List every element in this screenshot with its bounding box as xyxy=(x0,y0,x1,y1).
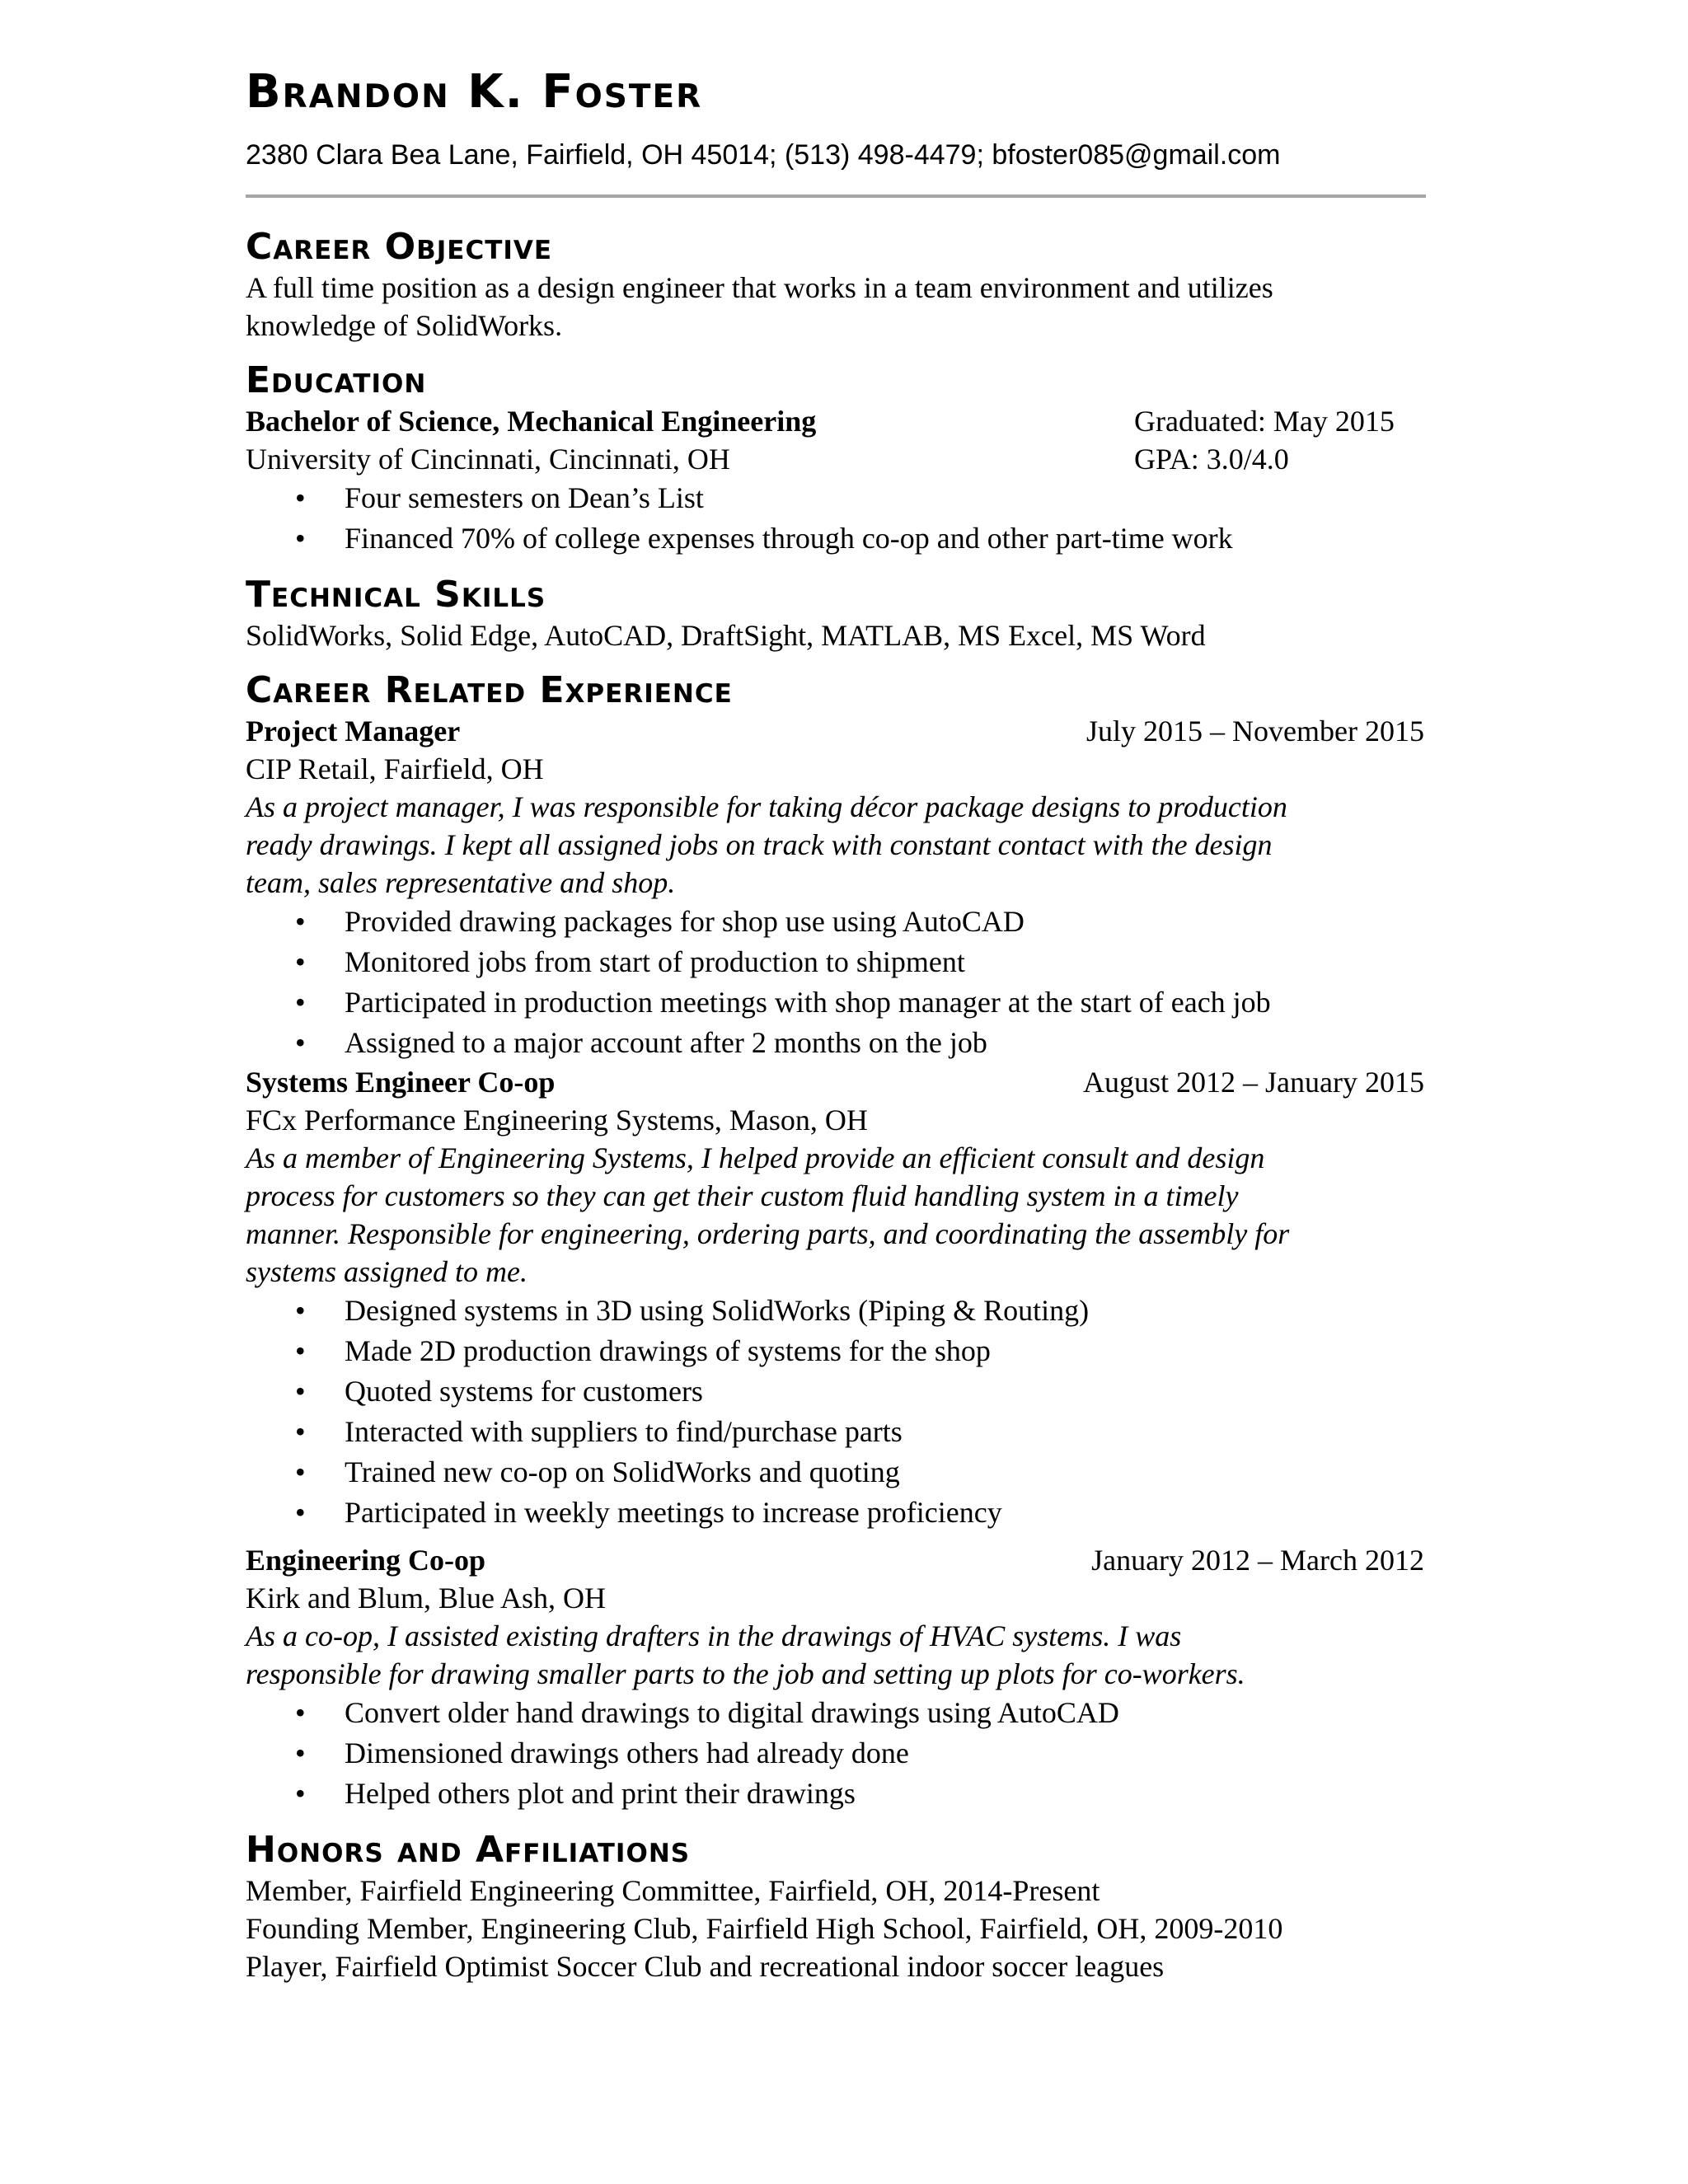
honor-line: Player, Fairfield Optimist Soccer Club and recreational indoor soccer leagues xyxy=(246,1950,1165,1983)
job-description-line: systems assigned to me. xyxy=(246,1255,528,1288)
degree: Bachelor of Science, Mechanical Engineering xyxy=(246,405,817,438)
list-item: • Financed 70% of college expenses through co-op and other part-time work xyxy=(246,518,1424,559)
list-item: • Designed systems in 3D using SolidWorks (Piping & Routing) xyxy=(246,1291,1424,1331)
honor-line: Founding Member, Engineering Club, Fairfield High School, Fairfield, OH, 2009-2010 xyxy=(246,1912,1283,1945)
header-divider xyxy=(246,194,1426,198)
list-item: • Monitored jobs from start of production to shipment xyxy=(246,942,1424,982)
list-item: • Four semesters on Dean’s List xyxy=(246,478,1424,518)
job-description-line: ready drawings. I kept all assigned jobs on track with constant contact with the design xyxy=(246,828,1273,861)
skills-text: SolidWorks, Solid Edge, AutoCAD, DraftSight, MATLAB, MS Excel, MS Word xyxy=(246,619,1206,652)
list-item: • Provided drawing packages for shop use using AutoCAD xyxy=(246,902,1424,942)
job-header xyxy=(246,1063,1424,1101)
job-description-line: team, sales representative and shop. xyxy=(246,866,676,899)
section-title-experience: Career Related Experience xyxy=(246,669,733,711)
list-item: • Trained new co-op on SolidWorks and quoting xyxy=(246,1452,1424,1493)
list-item: • Helped others plot and print their drawings xyxy=(246,1774,1424,1814)
list-item: • Participated in production meetings with shop manager at the start of each job xyxy=(246,982,1424,1023)
objective-line: knowledge of SolidWorks. xyxy=(246,309,563,342)
list-item: • Assigned to a major account after 2 months on the job xyxy=(246,1023,1424,1063)
education-bullets xyxy=(246,478,1424,559)
section-title-skills: Technical Skills xyxy=(246,574,546,616)
job-role: Engineering Co-op xyxy=(246,1544,486,1577)
job-bullets xyxy=(246,902,1424,1063)
list-item: • Made 2D production drawings of systems for the shop xyxy=(246,1331,1424,1371)
graduation-date: Graduated: May 2015 xyxy=(1134,405,1395,438)
job-bullets xyxy=(246,1693,1424,1814)
resume-content xyxy=(246,58,1424,1985)
education-school-row xyxy=(246,440,1424,478)
list-item: • Convert older hand drawings to digital drawings using AutoCAD xyxy=(246,1693,1424,1733)
job-company: FCx Performance Engineering Systems, Mason, OH xyxy=(246,1104,868,1137)
education-degree-row xyxy=(246,402,1424,440)
section-title-education: Education xyxy=(246,359,427,401)
list-item: • Participated in weekly meetings to increase proficiency xyxy=(246,1493,1424,1533)
list-item: • Quoted systems for customers xyxy=(246,1371,1424,1412)
job-description-line: As a member of Engineering Systems, I helped provide an efficient consult and design xyxy=(246,1141,1265,1174)
school: University of Cincinnati, Cincinnati, OH xyxy=(246,443,730,476)
job-description-line: manner. Responsible for engineering, ordering parts, and coordinating the assembly for xyxy=(246,1217,1290,1250)
objective-line: A full time position as a design engineer that works in a team environment and utilizes xyxy=(246,271,1273,304)
job-dates: August 2012 – January 2015 xyxy=(1083,1066,1424,1099)
job-dates: July 2015 – November 2015 xyxy=(1086,715,1424,748)
spacer xyxy=(246,1533,1424,1541)
job-company: Kirk and Blum, Blue Ash, OH xyxy=(246,1582,606,1615)
job-company: CIP Retail, Fairfield, OH xyxy=(246,752,544,785)
job-role: Project Manager xyxy=(246,715,461,748)
candidate-name: Brandon K. Foster xyxy=(246,65,703,119)
gpa: GPA: 3.0/4.0 xyxy=(1134,443,1289,476)
job-bullets xyxy=(246,1291,1424,1533)
job-description-line: process for customers so they can get their custom fluid handling system in a timely xyxy=(246,1179,1239,1212)
list-item: • Interacted with suppliers to find/purchase parts xyxy=(246,1412,1424,1452)
job-role: Systems Engineer Co-op xyxy=(246,1066,556,1099)
job-description-line: responsible for drawing smaller parts to the job and setting up plots for co-workers. xyxy=(246,1657,1245,1690)
honor-line: Member, Fairfield Engineering Committee, Fairfield, OH, 2014-Present xyxy=(246,1874,1100,1907)
job-description-line: As a co-op, I assisted existing drafters in the drawings of HVAC systems. I was xyxy=(246,1619,1182,1652)
job-dates: January 2012 – March 2012 xyxy=(1091,1544,1424,1577)
job-header xyxy=(246,712,1424,750)
list-item: • Dimensioned drawings others had already done xyxy=(246,1733,1424,1774)
section-title-objective: Career Objective xyxy=(246,226,553,268)
job-header xyxy=(246,1541,1424,1579)
contact-line: 2380 Clara Bea Lane, Fairfield, OH 45014; (513) 498-4479; bfoster085@gmail.com xyxy=(246,139,1281,171)
section-title-honors: Honors and Affiliations xyxy=(246,1829,691,1871)
job-description-line: As a project manager, I was responsible for taking décor package designs to production xyxy=(246,790,1287,823)
